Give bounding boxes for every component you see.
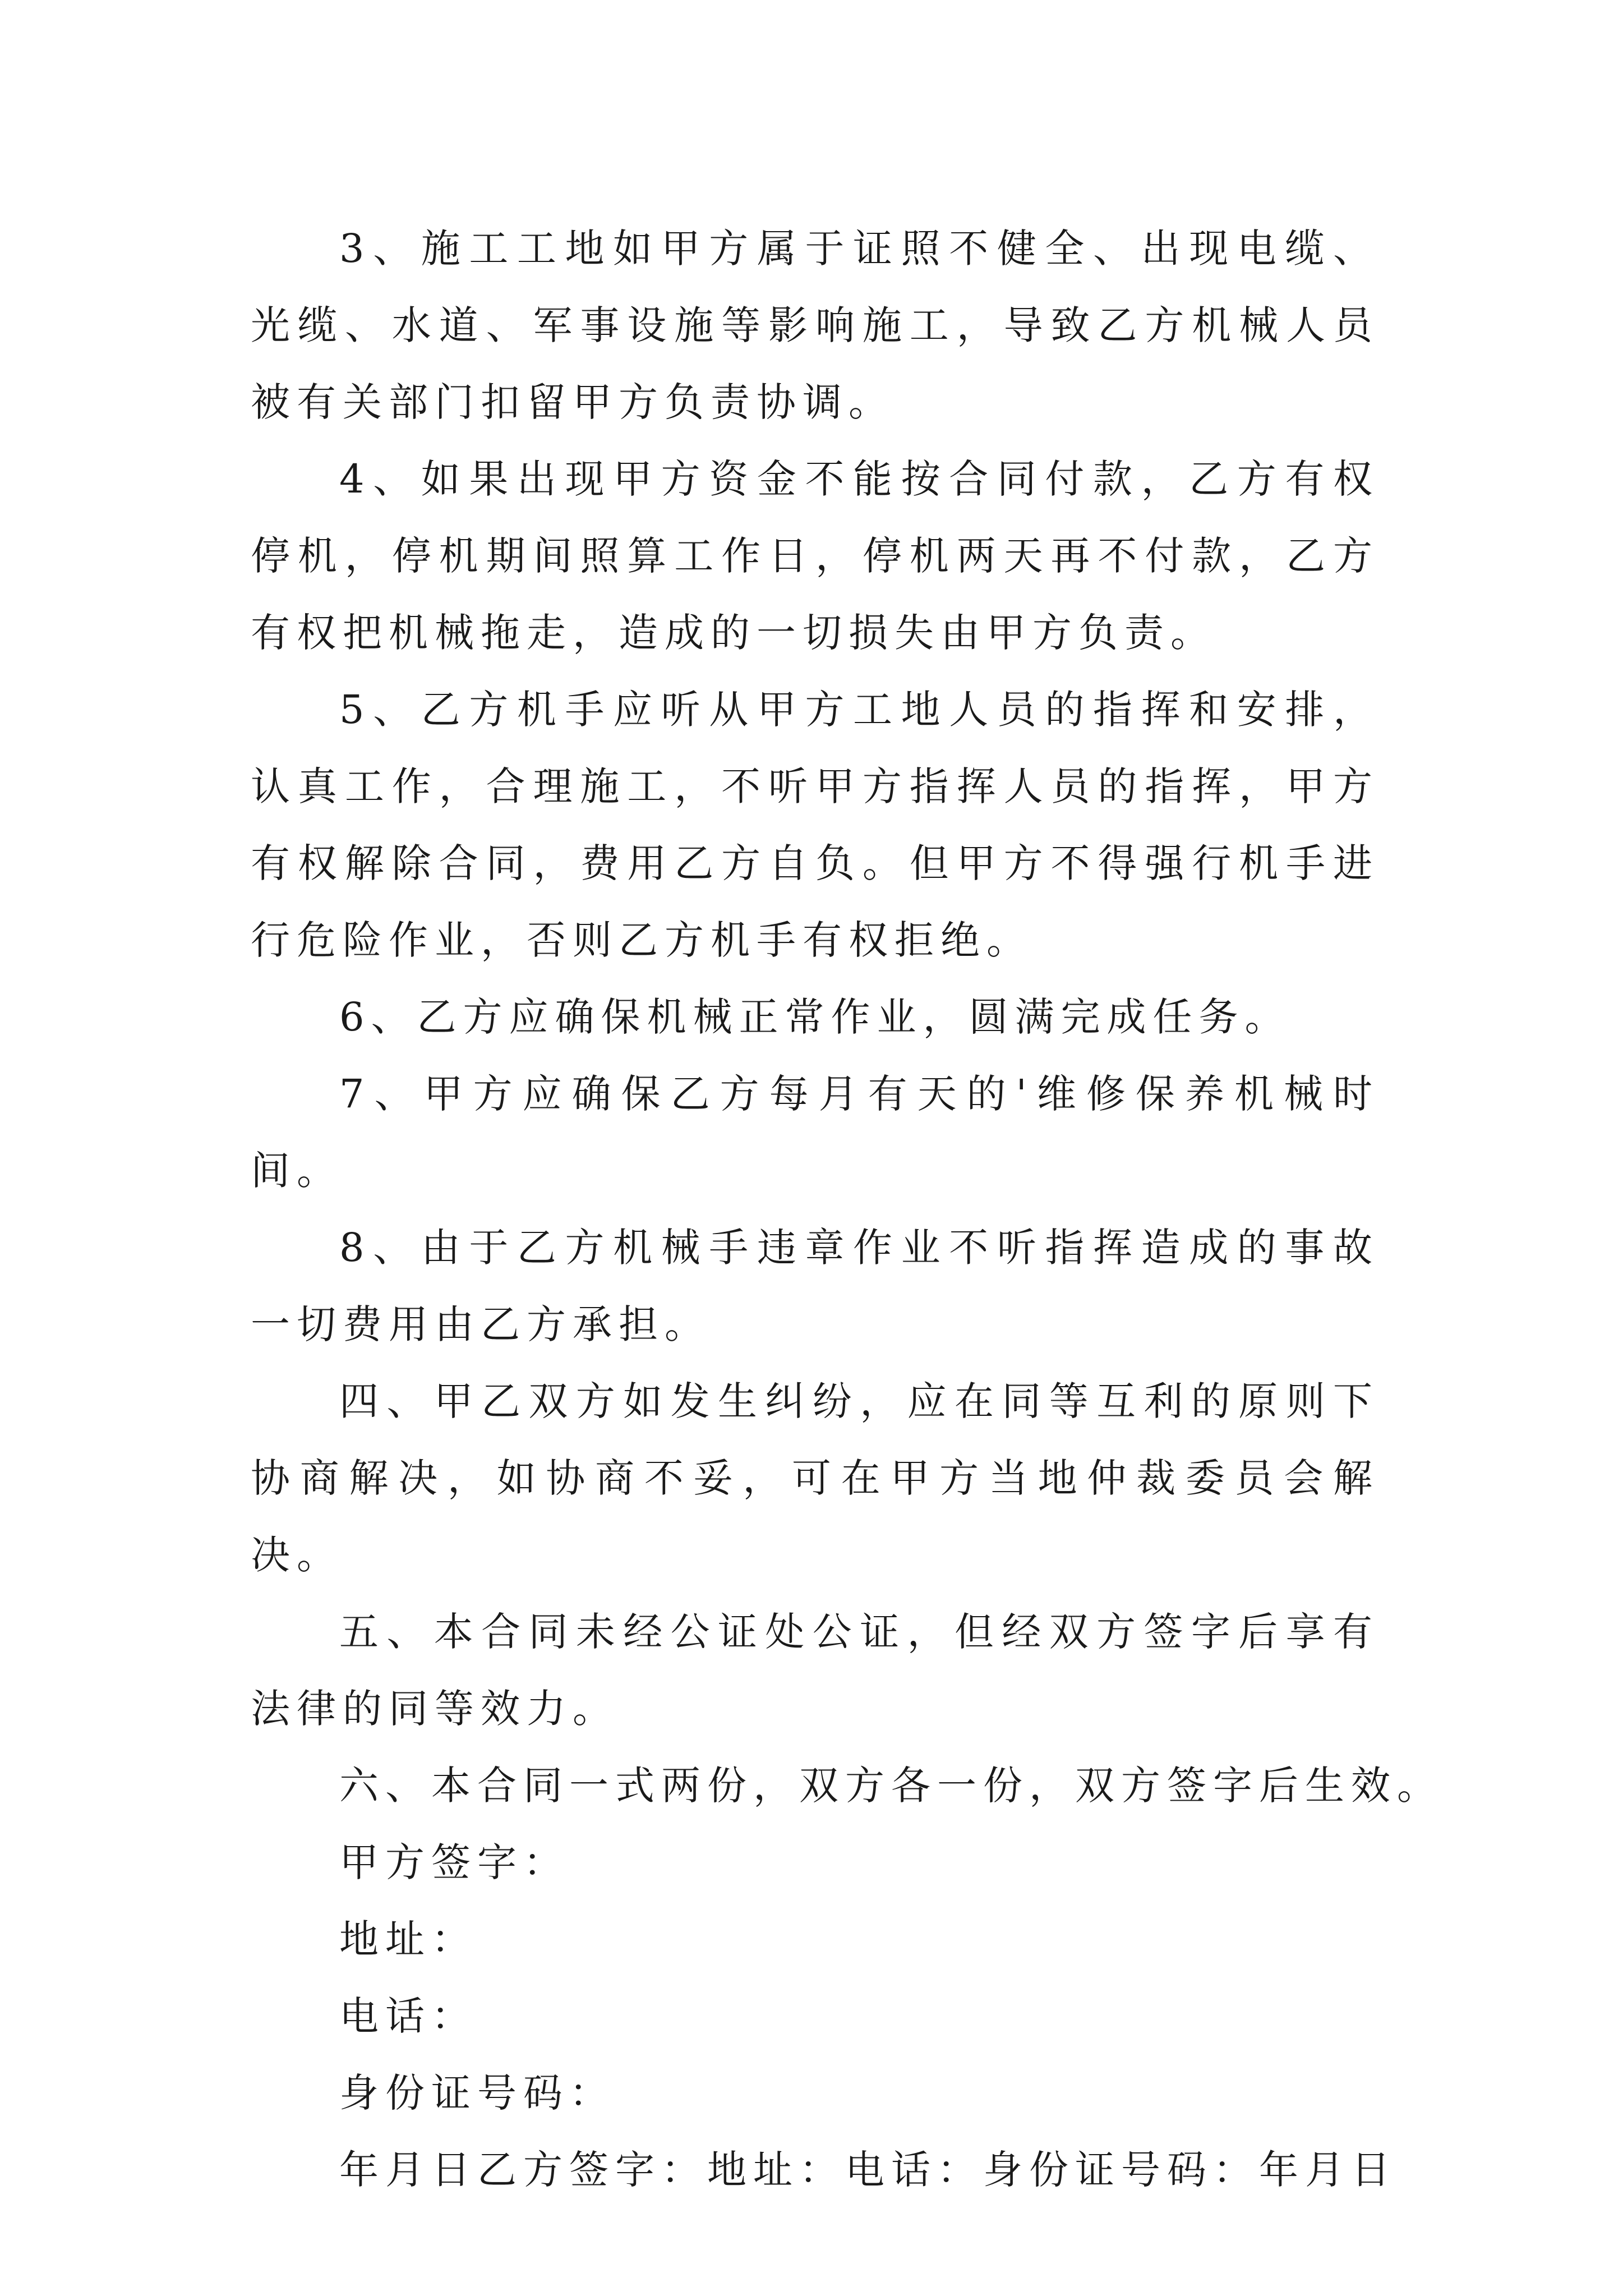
clause-8: 8、由于乙方机械手违章作业不听指挥造成的事故一切费用由乙方承担。: [251, 1225, 1379, 1347]
clause-6: 6、乙方应确保机械正常作业，圆满完成任务。: [339, 994, 1291, 1040]
phone-label: 电话：: [339, 1993, 477, 2039]
clause-7: 7、甲方应确保乙方每月有天的'维修保养机械时间。: [251, 1071, 1379, 1194]
clause-3: 3、施工工地如甲方属于证照不健全、出现电缆、光缆、水道、军事设施等影响施工，导致乙方机械人员被有关部门扣留甲方负责协调。: [251, 226, 1379, 425]
id-number-label: 身份证号码：: [339, 2070, 615, 2116]
section-6-copies: 六、本合同一式两份，双方各一份，双方签字后生效。: [339, 1763, 1443, 1809]
clause-5: 5、乙方机手应听从甲方工地人员的指挥和安排，认真工作，合理施工，不听甲方指挥人员的指挥，甲方有权解除合同，费用乙方自负。但甲方不得强行机手进行危险作业，否则乙方机手有权拒绝。: [251, 687, 1379, 963]
address-label: 地址：: [339, 1916, 477, 1962]
section-5-validity: 五、本合同未经公证处公证，但经双方签字后享有法律的同等效力。: [251, 1609, 1379, 1732]
party-a-signature-label: 甲方签字：: [339, 1839, 569, 1885]
clause-4: 4、如果出现甲方资金不能按合同付款，乙方有权停机，停机期间照算工作日，停机两天再不付款，乙方有权把机械拖走，造成的一切损失由甲方负责。: [251, 456, 1379, 656]
signature-closing-line: 年月日乙方签字：地址：电话：身份证号码：年月日: [339, 2147, 1397, 2193]
section-4-dispute: 四、甲乙双方如发生纠纷，应在同等互利的原则下协商解决，如协商不妥，可在甲方当地仲裁委员会解决。: [251, 1378, 1379, 1578]
contract-body: [251, 210, 1443, 2208]
